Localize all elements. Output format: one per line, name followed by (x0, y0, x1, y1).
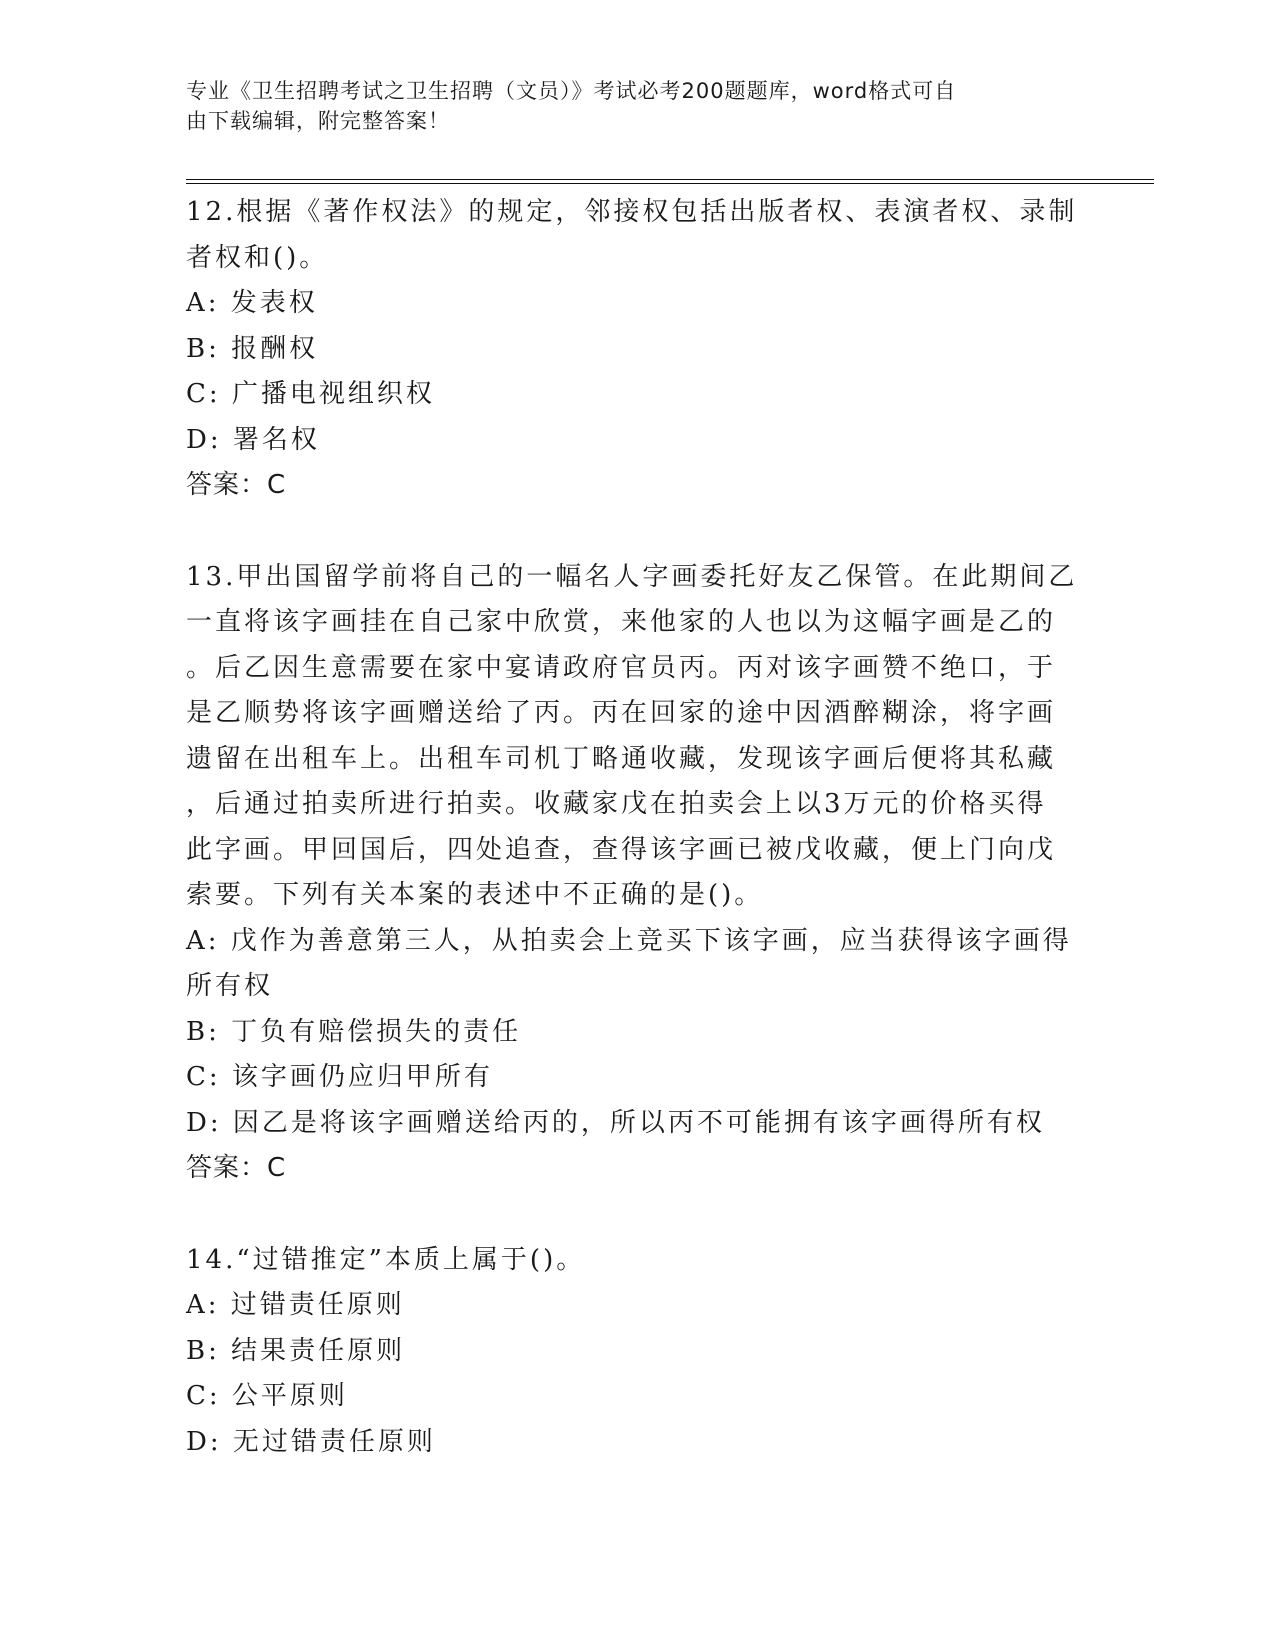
question-14-option-a: A: 过错责任原则 (186, 1290, 405, 1320)
question-13-text-line-8: 索要。下列有关本案的表述中不正确的是()。 (186, 880, 764, 910)
question-14-option-d: D: 无过错责任原则 (186, 1426, 436, 1457)
header-divider-top (186, 179, 1154, 180)
header-divider-bottom (186, 183, 1154, 184)
question-13-option-c: C: 该字画仍应归甲所有 (186, 1062, 493, 1092)
question-14-option-c: C: 公平原则 (186, 1381, 348, 1411)
question-12 (186, 190, 1086, 509)
question-13-text-line-6: ，后通过拍卖所进行拍卖。收藏家戊在拍卖会上以3万元的价格买得 (186, 789, 1047, 819)
document-header (186, 76, 1066, 136)
question-13-option-a-line-1: A: 戊作为善意第三人，从拍卖会上竞买下该字画，应当获得该字画得 (186, 925, 1072, 956)
question-13-text-line-4: 是乙顺势将该字画赠送给了丙。丙在回家的途中因酒醉糊涂，将字画 (186, 698, 1057, 728)
question-12-text-line-2: 者权和()。 (186, 242, 329, 273)
question-13-text-line-1: 13.甲出国留学前将自己的一幅名人字画委托好友乙保管。在此期间乙 (186, 561, 1078, 592)
header-line-1: 专业《卫生招聘考试之卫生招聘（文员）》考试必考200题题库，word格式可自 (186, 79, 957, 103)
question-13-text-line-7: 此字画。甲回国后，四处追查，查得该字画已被戊收藏，便上门向戊 (186, 834, 1057, 865)
question-13-answer: 答案：C (186, 1153, 287, 1183)
header-line-2: 由下载编辑，附完整答案！ (186, 109, 450, 133)
question-12-option-b: B: 报酬权 (186, 333, 319, 364)
question-12-option-c: C: 广播电视组织权 (186, 379, 435, 409)
question-13-text-line-5: 遗留在出租车上。出租车司机丁略通收藏，发现该字画后便将其私藏 (186, 743, 1057, 774)
question-13-text-line-2: 一直将该字画挂在自己家中欣赏，来他家的人也以为这幅字画是乙的 (186, 607, 1057, 637)
question-12-answer: 答案：C (186, 470, 287, 500)
question-list (186, 190, 1086, 1465)
question-13-option-a-line-2: 所有权 (186, 971, 274, 1001)
question-13-option-d: D: 因乙是将该字画赠送给丙的，所以丙不可能拥有该字画得所有权 (186, 1107, 1045, 1138)
question-14-text: 14.“过错推定”本质上属于()。 (186, 1244, 586, 1275)
question-13-option-b: B: 丁负有赔偿损失的责任 (186, 1016, 522, 1047)
question-12-option-d: D: 署名权 (186, 424, 320, 455)
question-14-option-b: B: 结果责任原则 (186, 1335, 406, 1366)
question-13-text-line-3: 。后乙因生意需要在家中宴请政府官员丙。丙对该字画赞不绝口，于 (186, 652, 1057, 683)
question-13 (186, 555, 1086, 1192)
question-12-text-line-1: 12.根据《著作权法》的规定，邻接权包括出版者权、表演者权、录制 (186, 197, 1078, 227)
question-12-option-a: A: 发表权 (186, 288, 318, 318)
question-14 (186, 1238, 1086, 1466)
